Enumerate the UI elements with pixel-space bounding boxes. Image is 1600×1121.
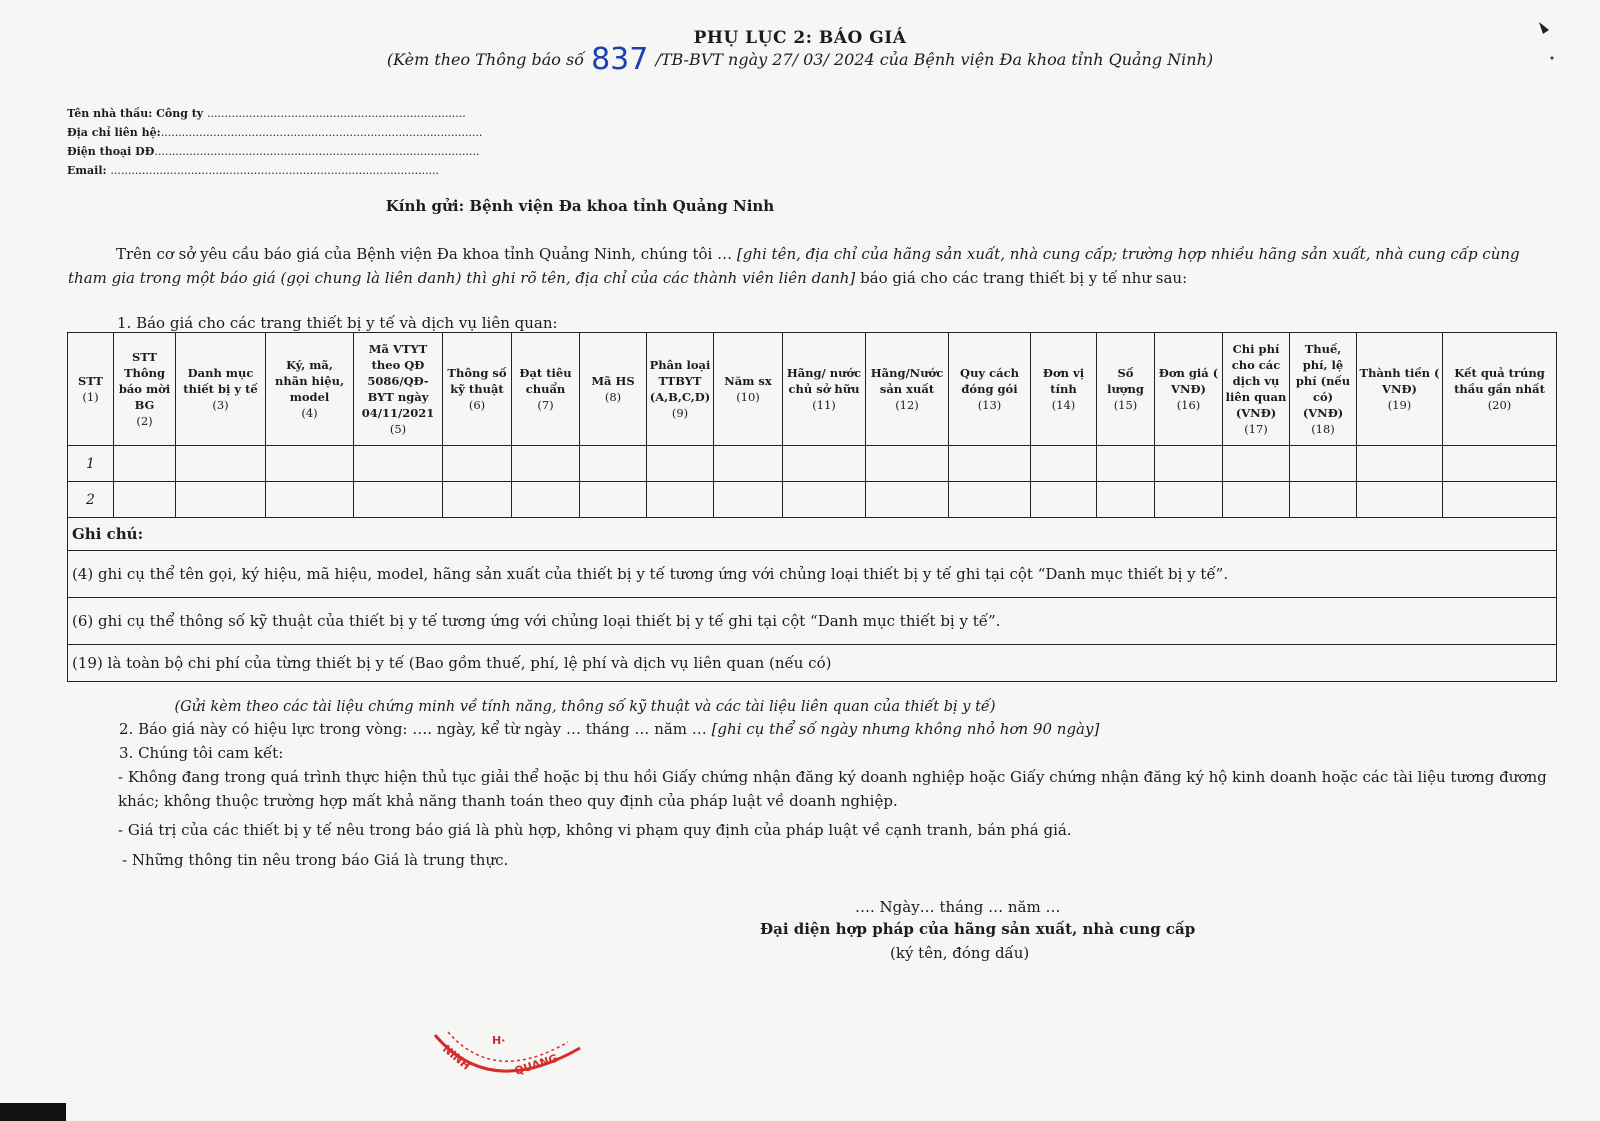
column-header [1155, 333, 1223, 446]
column-number: (19) [1387, 398, 1412, 412]
red-seal-stamp [430, 1030, 600, 1090]
table-cell [1290, 482, 1357, 518]
note-row [68, 551, 1557, 598]
contractor-phone-blank: ............................................................................................. [154, 145, 480, 158]
column-header [443, 333, 512, 446]
table-cell [1357, 482, 1443, 518]
column-header [176, 333, 266, 446]
svg-text:NINH: NINH [440, 1042, 473, 1073]
column-label: Đơn giá ( VNĐ) [1158, 366, 1219, 396]
table-cell [580, 482, 647, 518]
note-item: (4) ghi cụ thể tên gọi, ký hiệu, mã hiệu, model, hãng sản xuất của thiết bị y tế tương ứng với chủng loại thiết bị y tế ghi tại cột “Danh mục thiết bị y tế”. [68, 551, 1557, 598]
table-cell [647, 482, 714, 518]
column-header [1443, 333, 1557, 446]
note-row [68, 598, 1557, 645]
column-number: (17) [1244, 422, 1268, 436]
table-cell [354, 446, 443, 482]
column-label: STT [77, 374, 103, 388]
intro-tail: báo giá cho các trang thiết bị y tế như sau: [860, 269, 1188, 287]
commitment-item: - Giá trị của các thiết bị y tế nêu trong báo giá là phù hợp, không vi phạm quy định của pháp luật về cạnh tranh, bán phá giá. [118, 821, 1072, 839]
contractor-phone-line [67, 145, 480, 158]
table-cell [1097, 446, 1155, 482]
table-cell [580, 446, 647, 482]
column-header [714, 333, 783, 446]
column-label: Thuế, phí, lệ phí (nếu có) (VNĐ) [1295, 342, 1351, 420]
column-label: Số lượng [1107, 366, 1144, 396]
column-header [266, 333, 354, 446]
column-header [1223, 333, 1290, 446]
table-cell [647, 446, 714, 482]
column-number: (16) [1176, 398, 1201, 412]
column-number: (7) [537, 398, 554, 412]
attachment-note: (Gửi kèm theo các tài liệu chứng minh về tính năng, thông số kỹ thuật và các tài liệu liên quan của thiết bị y tế) [174, 699, 996, 715]
svg-text:QUANG: QUANG [512, 1051, 560, 1078]
column-label: Phân loại TTBYT (A,B,C,D) [649, 358, 711, 404]
row-index-cell: 2 [68, 482, 114, 518]
intro-paragraph [68, 242, 1543, 290]
table-cell [1223, 482, 1290, 518]
scan-edge-mark [0, 1103, 66, 1121]
row-index-cell: 1 [68, 446, 114, 482]
column-header [647, 333, 714, 446]
column-number: (12) [895, 398, 919, 412]
note-row [68, 645, 1557, 682]
table-body [68, 446, 1557, 682]
commitments-heading: 3. Chúng tôi cam kết: [119, 744, 284, 762]
table-cell [714, 482, 783, 518]
table-cell [512, 482, 580, 518]
subtitle-prefix: (Kèm theo Thông báo số [386, 50, 584, 69]
contractor-email-line [67, 164, 439, 177]
section-1-heading: 1. Báo giá cho các trang thiết bị y tế và dịch vụ liên quan: [117, 314, 558, 332]
column-label: Đơn vị tính [1042, 366, 1085, 396]
table-cell [866, 482, 949, 518]
table-cell [443, 482, 512, 518]
column-label: Hãng/ nước chủ sở hữu [786, 366, 862, 396]
table-cell [866, 446, 949, 482]
column-header [1290, 333, 1357, 446]
validity-line [119, 720, 1099, 738]
column-number: (15) [1113, 398, 1138, 412]
column-number: (9) [671, 406, 689, 420]
table-cell [1223, 446, 1290, 482]
column-number: (20) [1487, 398, 1512, 412]
column-label: Quy cách đóng gói [960, 366, 1019, 396]
column-header [1031, 333, 1097, 446]
signature-instruction: (ký tên, đóng dấu) [890, 944, 1030, 962]
table-cell [266, 446, 354, 482]
column-number: (6) [468, 398, 486, 412]
table-cell [176, 482, 266, 518]
handwritten-notice-number: 837 [591, 42, 649, 77]
validity-text: 2. Báo giá này có hiệu lực trong vòng: …. ngày, kể từ ngày … tháng … năm … [119, 720, 707, 738]
document-title: PHỤ LỤC 2: BÁO GIÁ [693, 28, 907, 48]
column-label: Thành tiền ( VNĐ) [1359, 366, 1440, 396]
commitment-item: - Những thông tin nêu trong báo Giá là trung thực. [122, 851, 509, 869]
table-cell [114, 446, 176, 482]
recipient-line: Kính gửi: Bệnh viện Đa khoa tỉnh Quảng Ninh [385, 197, 775, 215]
column-header [114, 333, 176, 446]
column-number: (2) [136, 414, 153, 428]
table-cell [1443, 446, 1557, 482]
contractor-name-label: Tên nhà thầu: Công ty [67, 107, 204, 120]
column-header [1097, 333, 1155, 446]
contractor-email-blank: .............................................................................................. [110, 164, 440, 177]
column-label: Thông số kỹ thuật [447, 366, 507, 396]
signature-date-line: …. Ngày… tháng … năm … [855, 898, 1061, 916]
contractor-email-label: Email: [67, 164, 107, 177]
table-cell [949, 482, 1031, 518]
note-item: (6) ghi cụ thể thông số kỹ thuật của thiết bị y tế tương ứng với chủng loại thiết bị y tế ghi tại cột “Danh mục thiết bị y tế”. [68, 598, 1557, 645]
contractor-phone-label: Điện thoại DĐ [67, 145, 155, 158]
table-row [68, 446, 1557, 482]
notes-heading: Ghi chú: [68, 518, 1557, 551]
table-cell [266, 482, 354, 518]
column-number: (14) [1051, 398, 1076, 412]
quotation-table [67, 332, 1557, 682]
note-item: (19) là toàn bộ chi phí của từng thiết bị y tế (Bao gồm thuế, phí, lệ phí và dịch vụ liên quan (nếu có) [68, 645, 1557, 682]
contractor-address-label: Địa chỉ liên hệ: [67, 126, 161, 139]
document-subtitle [0, 42, 1600, 77]
table-cell [714, 446, 783, 482]
table-cell [1097, 482, 1155, 518]
scan-mark [1537, 20, 1557, 70]
column-number: (13) [977, 398, 1002, 412]
column-label: Mã VTYT theo QĐ 5086/QĐ-BYT ngày 04/11/2021 [361, 342, 435, 420]
column-header [949, 333, 1031, 446]
column-number: (18) [1311, 422, 1335, 436]
table-cell [949, 446, 1031, 482]
svg-text:H·: H· [492, 1034, 506, 1047]
column-number: (1) [82, 390, 99, 404]
column-header [512, 333, 580, 446]
column-label: Năm sx [724, 374, 772, 388]
column-label: Hãng/Nước sản xuất [870, 366, 944, 396]
table-header-row [68, 333, 1557, 446]
table-cell [1357, 446, 1443, 482]
column-number: (10) [736, 390, 760, 404]
table-cell [1031, 446, 1097, 482]
column-header [580, 333, 647, 446]
column-header [866, 333, 949, 446]
intro-instruction: [ghi tên, địa chỉ của hãng sản xuất, nhà cung cấp; trường hợp nhiều hãng sản xuất, nhà cung cấp cùng tham gia trong một báo giá (gọi chung là liên danh) thì ghi rõ tên, địa chỉ của các thành viên liên danh] [68, 245, 1520, 287]
column-number: (11) [812, 398, 836, 412]
column-label: Ký, mã, nhãn hiệu, model [275, 358, 344, 404]
column-number: (8) [604, 390, 622, 404]
column-number: (3) [212, 398, 229, 412]
table-cell [176, 446, 266, 482]
table-cell [512, 446, 580, 482]
contractor-address-line [67, 126, 482, 139]
column-label: Danh mục thiết bị y tế [183, 366, 258, 396]
column-label: Đạt tiêu chuẩn [519, 366, 572, 396]
notes-heading-row [68, 518, 1557, 551]
commitment-item: - Không đang trong quá trình thực hiện thủ tục giải thể hoặc bị thu hồi Giấy chứng nhận đăng ký doanh nghiệp hoặc Giấy chứng nhận đăng ký hộ kinh doanh hoặc các tài liệu tương đương khác; không thuộc trường hợp mất khả năng thanh toán theo quy định của pháp luật về doanh nghiệp. [118, 768, 1547, 810]
table-cell [783, 446, 866, 482]
column-label: STT Thông báo mời BG [118, 350, 171, 412]
table-cell [443, 446, 512, 482]
column-header [1357, 333, 1443, 446]
signature-representative: Đại diện hợp pháp của hãng sản xuất, nhà cung cấp [760, 920, 1196, 938]
contractor-name-blank: .......................................................................... [207, 107, 466, 120]
column-label: Kết quả trúng thầu gần nhất [1454, 366, 1545, 396]
table-cell [1155, 482, 1223, 518]
column-header [783, 333, 866, 446]
table-cell [1290, 446, 1357, 482]
intro-text: Trên cơ sở yêu cầu báo giá của Bệnh viện Đa khoa tỉnh Quảng Ninh, chúng tôi … [116, 245, 733, 263]
column-header [354, 333, 443, 446]
table-cell [1155, 446, 1223, 482]
table-row [68, 482, 1557, 518]
column-number: (4) [301, 406, 318, 420]
table-cell [783, 482, 866, 518]
column-header [68, 333, 114, 446]
table-cell [1443, 482, 1557, 518]
contractor-name-line [67, 107, 466, 120]
contractor-address-blank: ............................................................................................ [160, 126, 483, 139]
table-cell [1031, 482, 1097, 518]
table-cell [354, 482, 443, 518]
table-cell [114, 482, 176, 518]
column-number: (5) [389, 422, 407, 436]
column-label: Mã HS [591, 374, 635, 388]
validity-instruction: [ghi cụ thể số ngày nhưng không nhỏ hơn 90 ngày] [711, 720, 1100, 738]
subtitle-suffix: /TB-BVT ngày 27/ 03/ 2024 của Bệnh viện Đa khoa tỉnh Quảng Ninh) [655, 50, 1214, 69]
column-label: Chi phí cho các dịch vụ liên quan (VNĐ) [1225, 342, 1287, 420]
